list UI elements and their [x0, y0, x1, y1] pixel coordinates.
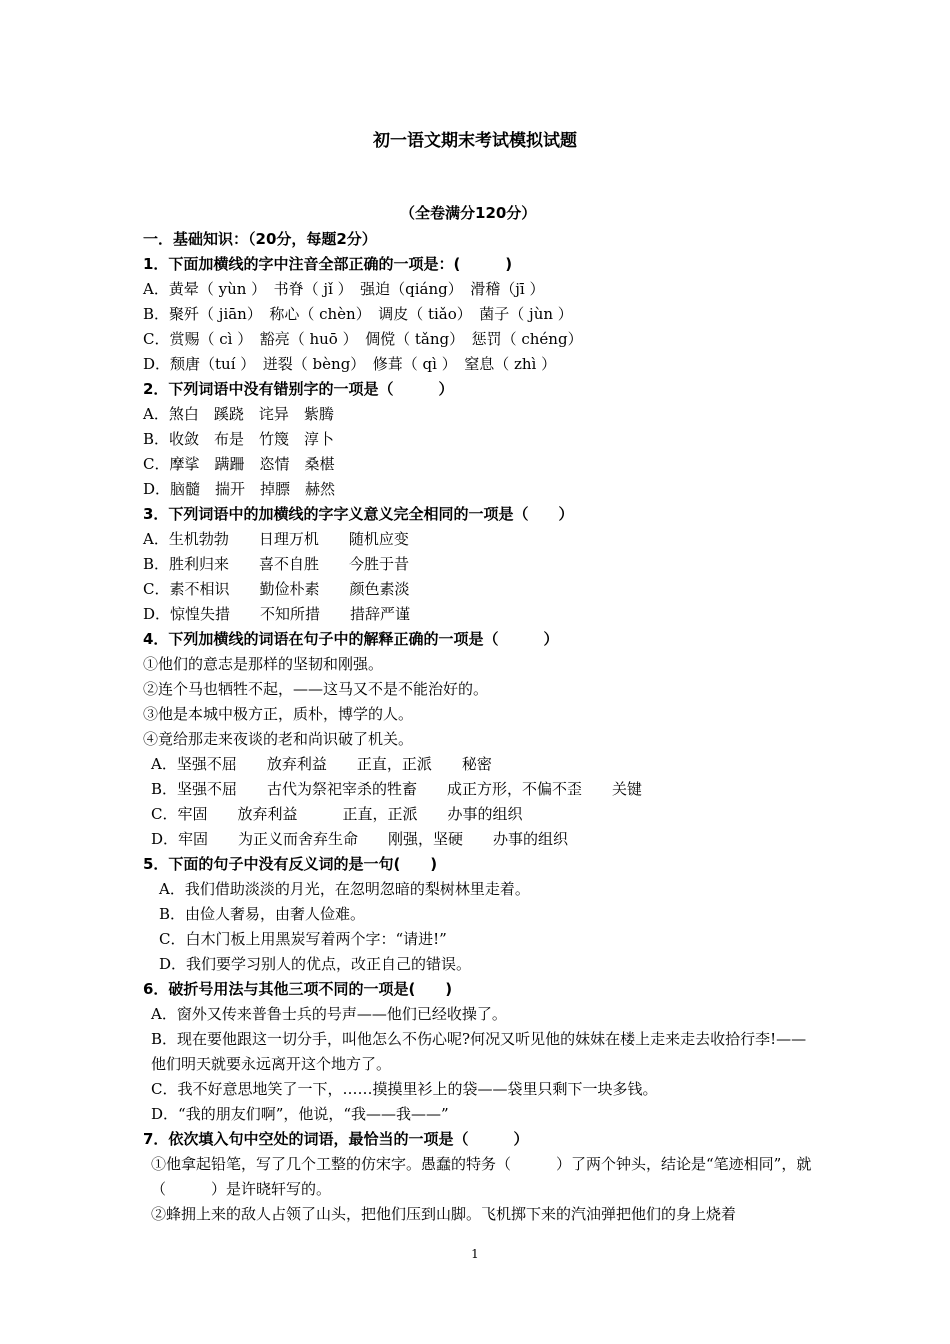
question-1-stem: 1．下面加横线的字中注音全部正确的一项是：( ) — [143, 255, 513, 273]
question-4-sentence-3: ③他是本城中极方正，质朴，博学的人。 — [143, 705, 414, 723]
question-6-option-a: A．窗外又传来普鲁士兵的号声——他们已经收操了。 — [151, 1005, 507, 1023]
question-4-sentence-4: ④竟给那走来夜谈的老和尚识破了机关。 — [143, 730, 414, 748]
question-5-stem: 5．下面的句子中没有反义词的是一句( ) — [143, 855, 438, 873]
question-3-option-b: B．胜利归来 喜不自胜 今胜于昔 — [143, 555, 410, 573]
question-4-option-b: B．坚强不屈 古代为祭祀宰杀的牲畜 成正方形，不偏不歪 关键 — [151, 780, 643, 798]
question-6-stem: 6．破折号用法与其他三项不同的一项是( ) — [143, 980, 453, 998]
question-5-option-c: C．白木门板上用黑炭写着两个字：“请进!” — [159, 930, 447, 948]
question-1-option-d: D．颓唐（tuí ） 迸裂（ bèng） 修葺（ qì ） 窒息（ zhì ） — [143, 355, 557, 373]
question-7-sentence-2: ②蜂拥上来的敌人占领了山头，把他们压到山脚。飞机掷下来的汽油弹把他们的身上烧着 — [151, 1205, 737, 1223]
question-2-option-d: D．脑髓 揣开 掉膘 赫然 — [143, 480, 336, 498]
question-6-option-b: B．现在要他跟这一切分手，叫他怎么不伤心呢?何况又听见他的妹妹在楼上走来走去收拾行李!——他们明天就要永远离开这个地方了。 — [151, 1030, 807, 1073]
question-2-option-a: A．煞白 蹊跷 诧异 紫腾 — [143, 405, 334, 423]
question-7-sentence-1: ①他拿起铅笔，写了几个工整的仿宋字。愚蠢的特务（ ）了两个钟头，结论是“笔迹相同”，就（ ）是许晓轩写的。 — [151, 1155, 812, 1198]
question-7-stem: 7．依次填入句中空处的词语，最恰当的一项是（ ） — [143, 1130, 529, 1148]
question-1-option-a: A．黄晕（ yùn ） 书脊（ jǐ ） 强迫（qiáng） 滑稽（jī ） — [143, 280, 545, 298]
question-3-option-a: A．生机勃勃 日理万机 随机应变 — [143, 530, 409, 548]
question-2-option-c: C．摩挲 蹒跚 恣情 桑椹 — [143, 455, 335, 473]
section-heading: 一．基础知识：（20分，每题2分） — [143, 230, 377, 248]
exam-body — [143, 227, 813, 1227]
question-3-option-d: D．惊惶失措 不知所措 措辞严谨 — [143, 605, 411, 623]
question-4-sentence-2: ②连个马也牺牲不起，——这马又不是不能治好的。 — [143, 680, 489, 698]
question-5-option-a: A．我们借助淡淡的月光，在忽明忽暗的梨树林里走着。 — [159, 880, 530, 898]
question-2-option-b: B．收敛 布是 竹篾 淳卜 — [143, 430, 335, 448]
question-4-sentence-1: ①他们的意志是那样的坚韧和刚强。 — [143, 655, 384, 673]
question-6-option-d: D．“我的朋友们啊”，他说，“我——我——” — [151, 1105, 449, 1123]
question-4-option-a: A．坚强不屈 放弃利益 正直，正派 秘密 — [151, 755, 492, 773]
question-5-option-d: D．我们要学习别人的优点，改正自己的错误。 — [159, 955, 472, 973]
page-number: 1 — [471, 1247, 479, 1261]
question-4-option-d: D．牢固 为正义而舍弃生命 刚强，坚硬 办事的组织 — [151, 830, 569, 848]
question-3-option-c: C．素不相识 勤俭朴素 颜色素淡 — [143, 580, 410, 598]
question-3-stem: 3．下列词语中的加横线的字字义意义完全相同的一项是（ ） — [143, 505, 574, 523]
question-1-option-b: B．聚歼（ jiān） 称心（ chèn） 调皮（ tiǎo） 菌子（ jùn ） — [143, 305, 573, 323]
score-note: （全卷满分120分） — [400, 204, 537, 222]
question-1-option-c: C．赏赐（ cì ） 豁亮（ huō ） 倜傥（ tǎng） 惩罚（ chéng） — [143, 330, 583, 348]
question-4-stem: 4．下列加横线的词语在句子中的解释正确的一项是（ ） — [143, 630, 559, 648]
page-title: 初一语文期末考试模拟试题 — [373, 131, 577, 151]
question-2-stem: 2．下列词语中没有错别字的一项是（ ） — [143, 380, 454, 398]
question-4-option-c: C．牢固 放弃利益 正直，正派 办事的组织 — [151, 805, 523, 823]
question-6-option-c: C．我不好意思地笑了一下，……摸摸里衫上的袋——袋里只剩下一块多钱。 — [151, 1080, 658, 1098]
question-5-option-b: B．由俭人奢易，由奢人俭难。 — [159, 905, 366, 923]
